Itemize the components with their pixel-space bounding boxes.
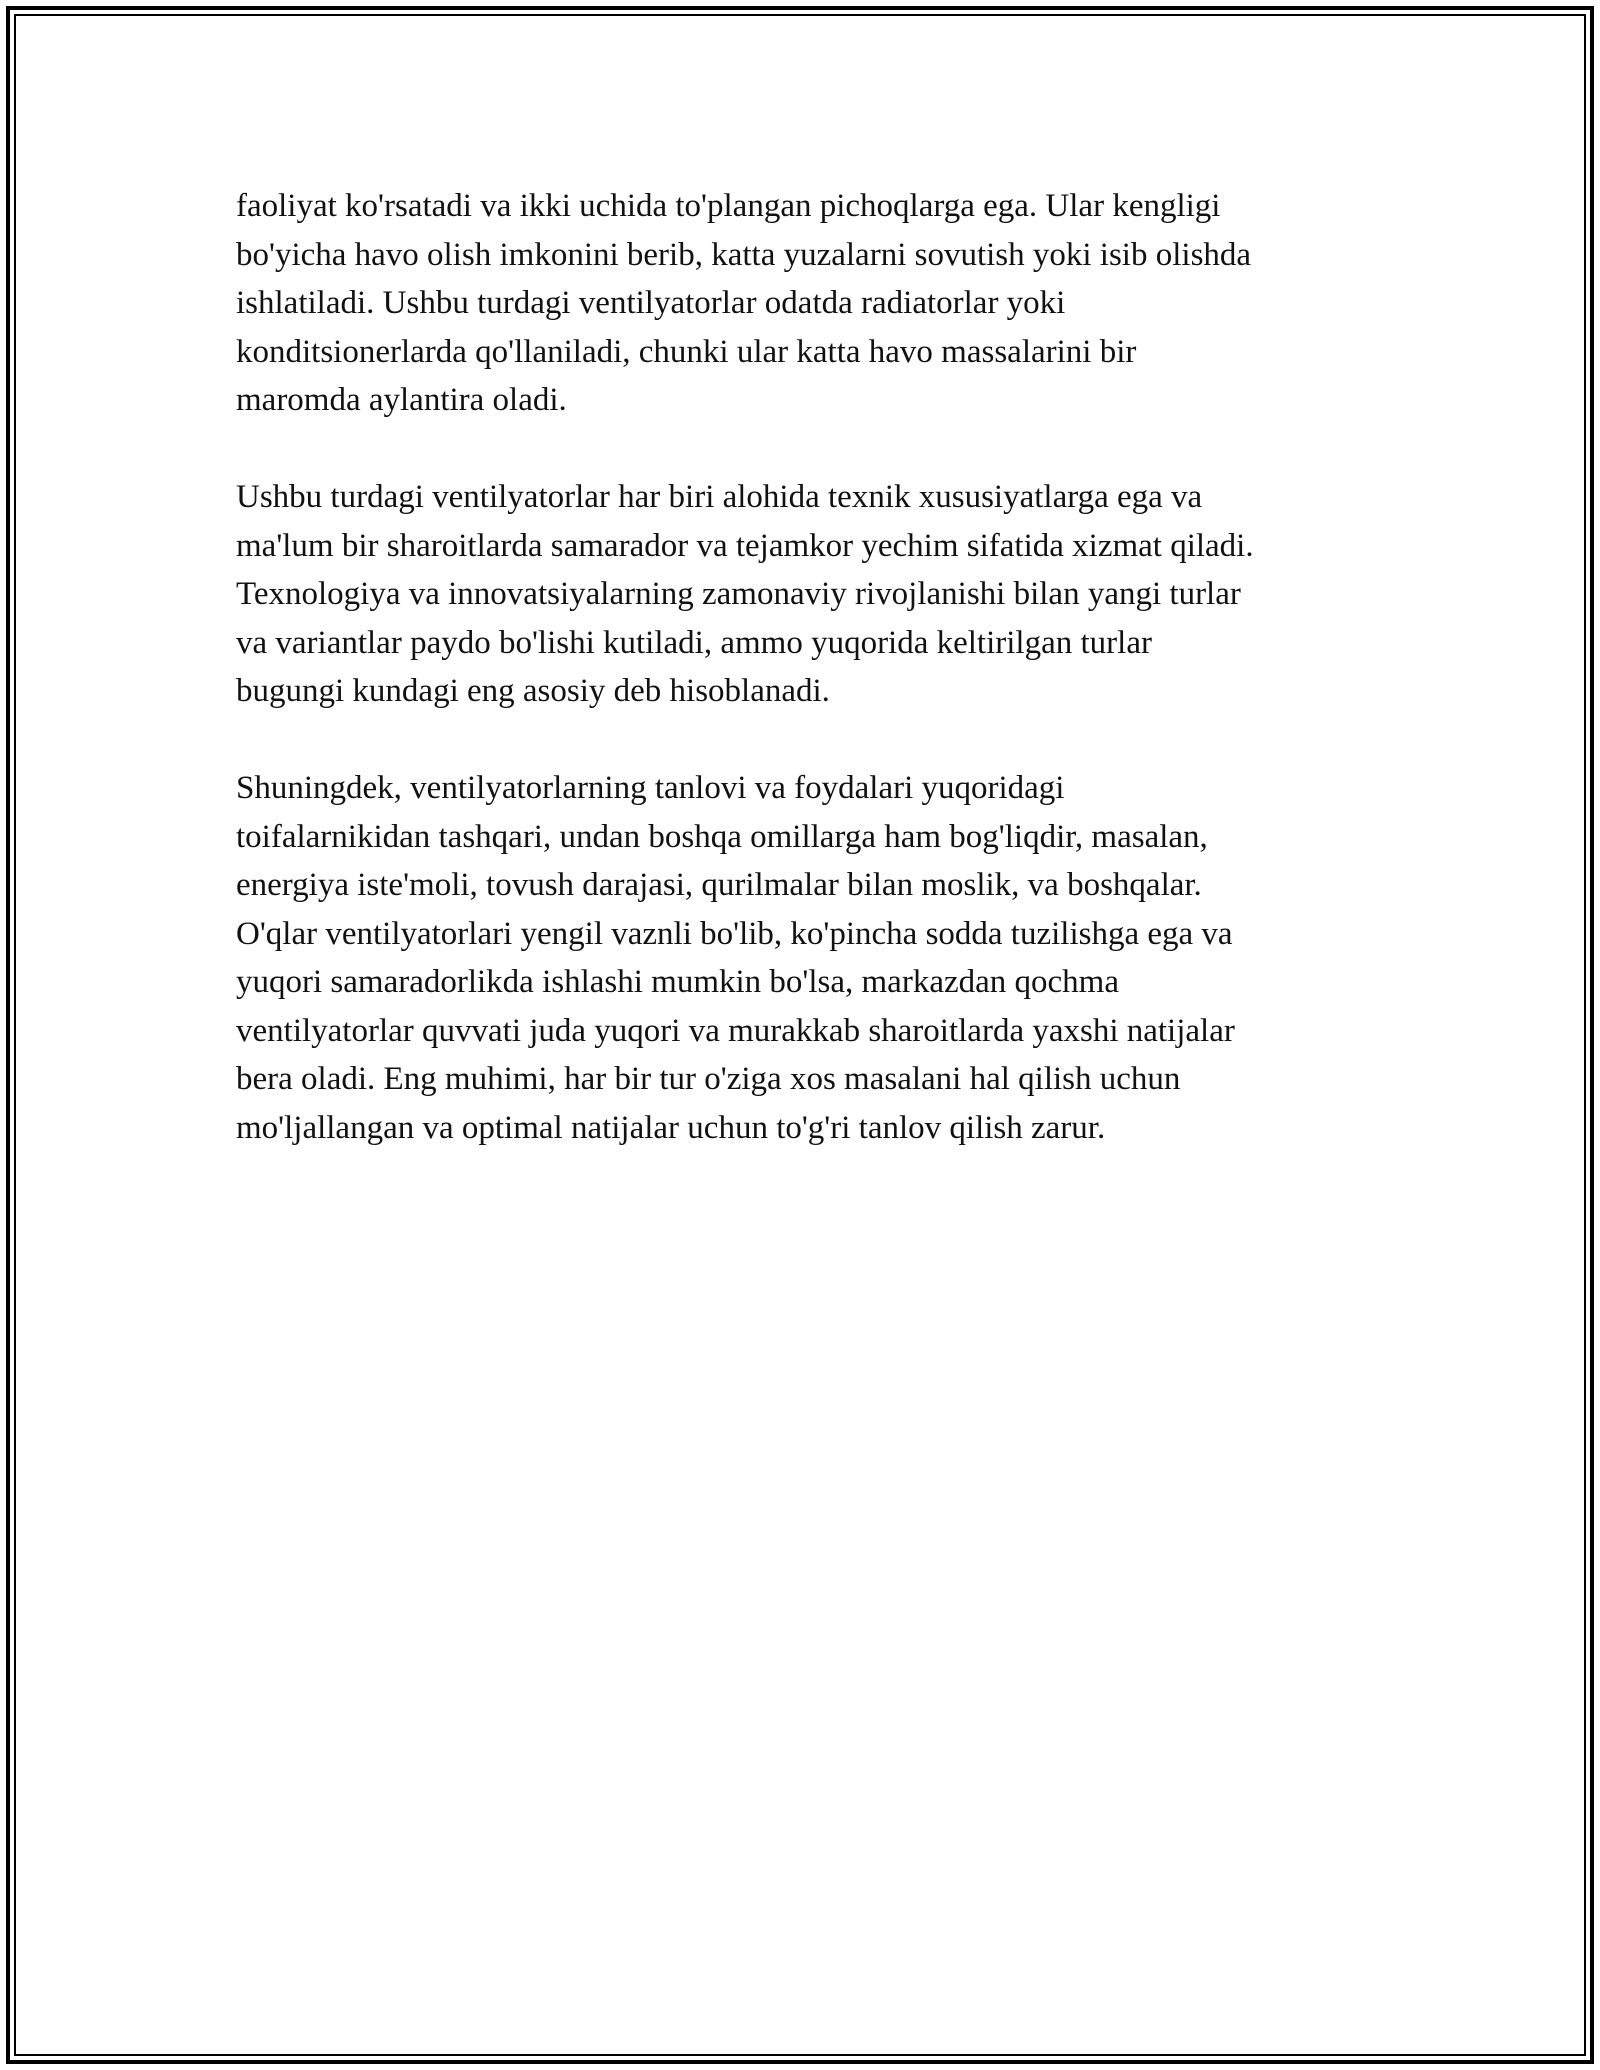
text-line: ma'lum bir sharoitlarda samarador va tejamkor yechim sifatida xizmat qiladi. (236, 527, 1254, 564)
text-line: yuqori samaradorlikda ishlashi mumkin bo'lsa, markazdan qochma (236, 964, 1119, 1000)
text-line: O'qlar ventilyatorlari yengil vaznli bo'lib, ko'pincha sodda tuzilishga ega va (236, 915, 1233, 952)
paragraph-2 (236, 473, 1376, 716)
text-line: konditsionerlarda qo'llaniladi, chunki ular katta havo massalarini bir (236, 333, 1137, 370)
text-line: bera oladi. Eng muhimi, har bir tur o'ziga xos masalani hal qilish uchun (236, 1061, 1181, 1097)
text-line: faoliyat ko'rsatadi va ikki uchida to'plangan pichoqlarga ega. Ular kengligi (236, 188, 1221, 224)
text-line: Shuningdek, ventilyatorlarning tanlovi va foydalari yuqoridagi (236, 770, 1065, 806)
text-line: bugungi kundagi eng asosiy deb hisoblanadi. (236, 673, 830, 709)
text-line: mo'ljallangan va optimal natijalar uchun to'g'ri tanlov qilish zarur. (236, 1109, 1106, 1146)
text-line: ventilyatorlar quvvati juda yuqori va murakkab sharoitlarda yaxshi natijalar (236, 1012, 1235, 1049)
document-body (236, 182, 1376, 1201)
text-line: maromda aylantira oladi. (236, 382, 567, 418)
paragraph-1 (236, 182, 1376, 425)
text-line: bo'yicha havo olish imkonini berib, katta yuzalarni sovutish yoki isib olishda (236, 236, 1252, 273)
text-line: va variantlar paydo bo'lishi kutiladi, ammo yuqorida keltirilgan turlar (236, 624, 1152, 661)
paragraph-3 (236, 764, 1376, 1152)
text-line: Ushbu turdagi ventilyatorlar har biri alohida texnik xususiyatlarga ega va (236, 479, 1203, 515)
text-line: Texnologiya va innovatsiyalarning zamonaviy rivojlanishi bilan yangi turlar (236, 576, 1241, 612)
text-line: energiya iste'moli, tovush darajasi, qurilmalar bilan moslik, va boshqalar. (236, 867, 1202, 903)
text-line: toifalarnikidan tashqari, undan boshqa omillarga ham bog'liqdir, masalan, (236, 818, 1208, 855)
text-line: ishlatiladi. Ushbu turdagi ventilyatorlar odatda radiatorlar yoki (236, 285, 1066, 321)
